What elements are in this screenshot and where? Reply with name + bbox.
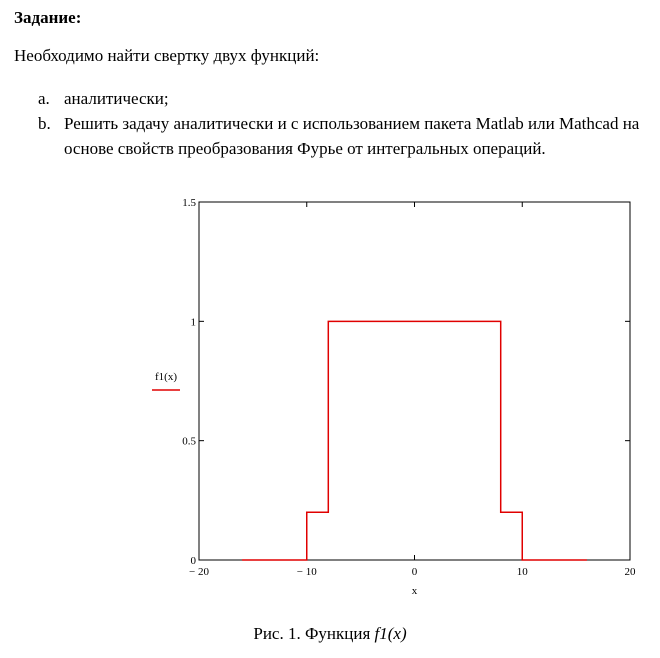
plot-frame xyxy=(199,202,630,560)
task-text: Решить задачу аналитически и с использованием пакета Matlab или Mathcad на основе свойств преобразования Фурье от интегральных операций. xyxy=(64,114,640,158)
y-tick-label: 0.5 xyxy=(182,435,196,448)
y-tick-label: 1 xyxy=(190,316,196,329)
task-item-b xyxy=(38,111,648,161)
task-text: аналитически; xyxy=(64,89,169,108)
intro-text: Необходимо найти свертку двух функций: xyxy=(14,46,320,65)
task-list xyxy=(38,86,648,161)
x-tick-label: 10 xyxy=(516,566,528,578)
task-marker: a. xyxy=(38,89,50,108)
series-line-f1 xyxy=(242,321,587,560)
figure-caption xyxy=(0,624,660,644)
x-tick-label: 0 xyxy=(411,566,418,578)
x-tick-label: − 10 xyxy=(296,566,317,578)
task-item-a xyxy=(38,86,648,111)
function-plot xyxy=(140,195,650,610)
plot-canvas xyxy=(140,195,650,610)
task-marker: b. xyxy=(38,114,51,133)
x-tick-label: 20 xyxy=(624,566,636,578)
task-heading: Задание: xyxy=(14,8,82,27)
caption-math: f1(x) xyxy=(374,624,407,643)
y-axis-label: f1(x) xyxy=(155,371,177,383)
x-tick-label: − 20 xyxy=(189,566,209,578)
x-axis-label: x xyxy=(411,585,418,597)
caption-prefix: Рис. 1. Функция xyxy=(253,624,375,643)
y-tick-label: 0 xyxy=(190,555,196,567)
y-tick-label: 1.5 xyxy=(182,197,196,209)
